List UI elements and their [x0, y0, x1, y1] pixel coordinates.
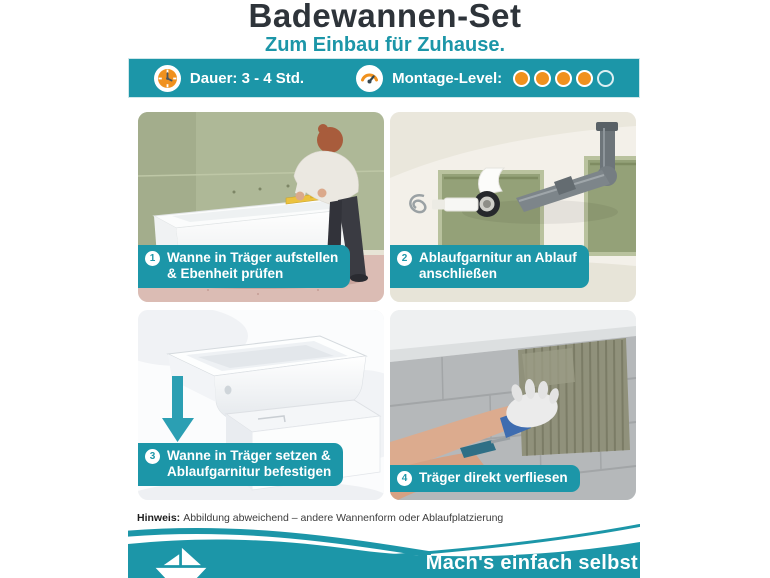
level-dot-empty [597, 70, 614, 87]
level-dot-filled [534, 70, 551, 87]
paper-boat-icon [152, 546, 210, 578]
step-label-2 [390, 245, 589, 288]
duration-group [154, 65, 304, 92]
gauge-icon [356, 65, 383, 92]
footer-slogan: Mach's einfach selbst [425, 552, 638, 574]
page-subtitle: Zum Einbau für Zuhause. [264, 34, 505, 56]
duration-label: Dauer: 3 - 4 Std. [189, 69, 305, 87]
step-number-badge: 2 [397, 251, 412, 266]
step-number-badge: 3 [145, 449, 160, 464]
level-group [356, 65, 614, 92]
clock-icon [154, 65, 181, 92]
step-label-4 [390, 465, 580, 492]
info-bar [128, 58, 640, 98]
step-panel-3 [138, 310, 384, 500]
step-label-3 [138, 443, 343, 486]
step-panel-4 [390, 310, 636, 500]
footer [128, 524, 640, 578]
step-panel-1 [138, 112, 384, 302]
step-number-badge: 4 [397, 471, 412, 486]
note-prefix: Hinweis: [137, 512, 181, 524]
step-label-text: Träger direkt verfliesen [419, 469, 568, 485]
step-label-text: Wanne in Träger aufstellen & Ebenheit prüfen [167, 249, 339, 281]
step-label-text: Wanne in Träger setzen & Ablaufgarnitur befestigen [167, 447, 332, 479]
level-dot-filled [555, 70, 572, 87]
step-number-badge: 1 [145, 251, 160, 266]
step-label-text: Ablaufgarnitur an Ablauf anschließen [419, 249, 577, 281]
step-panel-2 [390, 112, 636, 302]
page-title: Badewannen-Set [248, 0, 522, 34]
step-label-1 [138, 245, 350, 288]
level-label: Montage-Level: [392, 69, 503, 87]
note [137, 512, 503, 524]
note-text: Abbildung abweichend – andere Wannenform oder Ablaufplatzierung [183, 512, 504, 524]
level-dots [513, 70, 614, 87]
level-dot-filled [513, 70, 530, 87]
level-dot-filled [576, 70, 593, 87]
